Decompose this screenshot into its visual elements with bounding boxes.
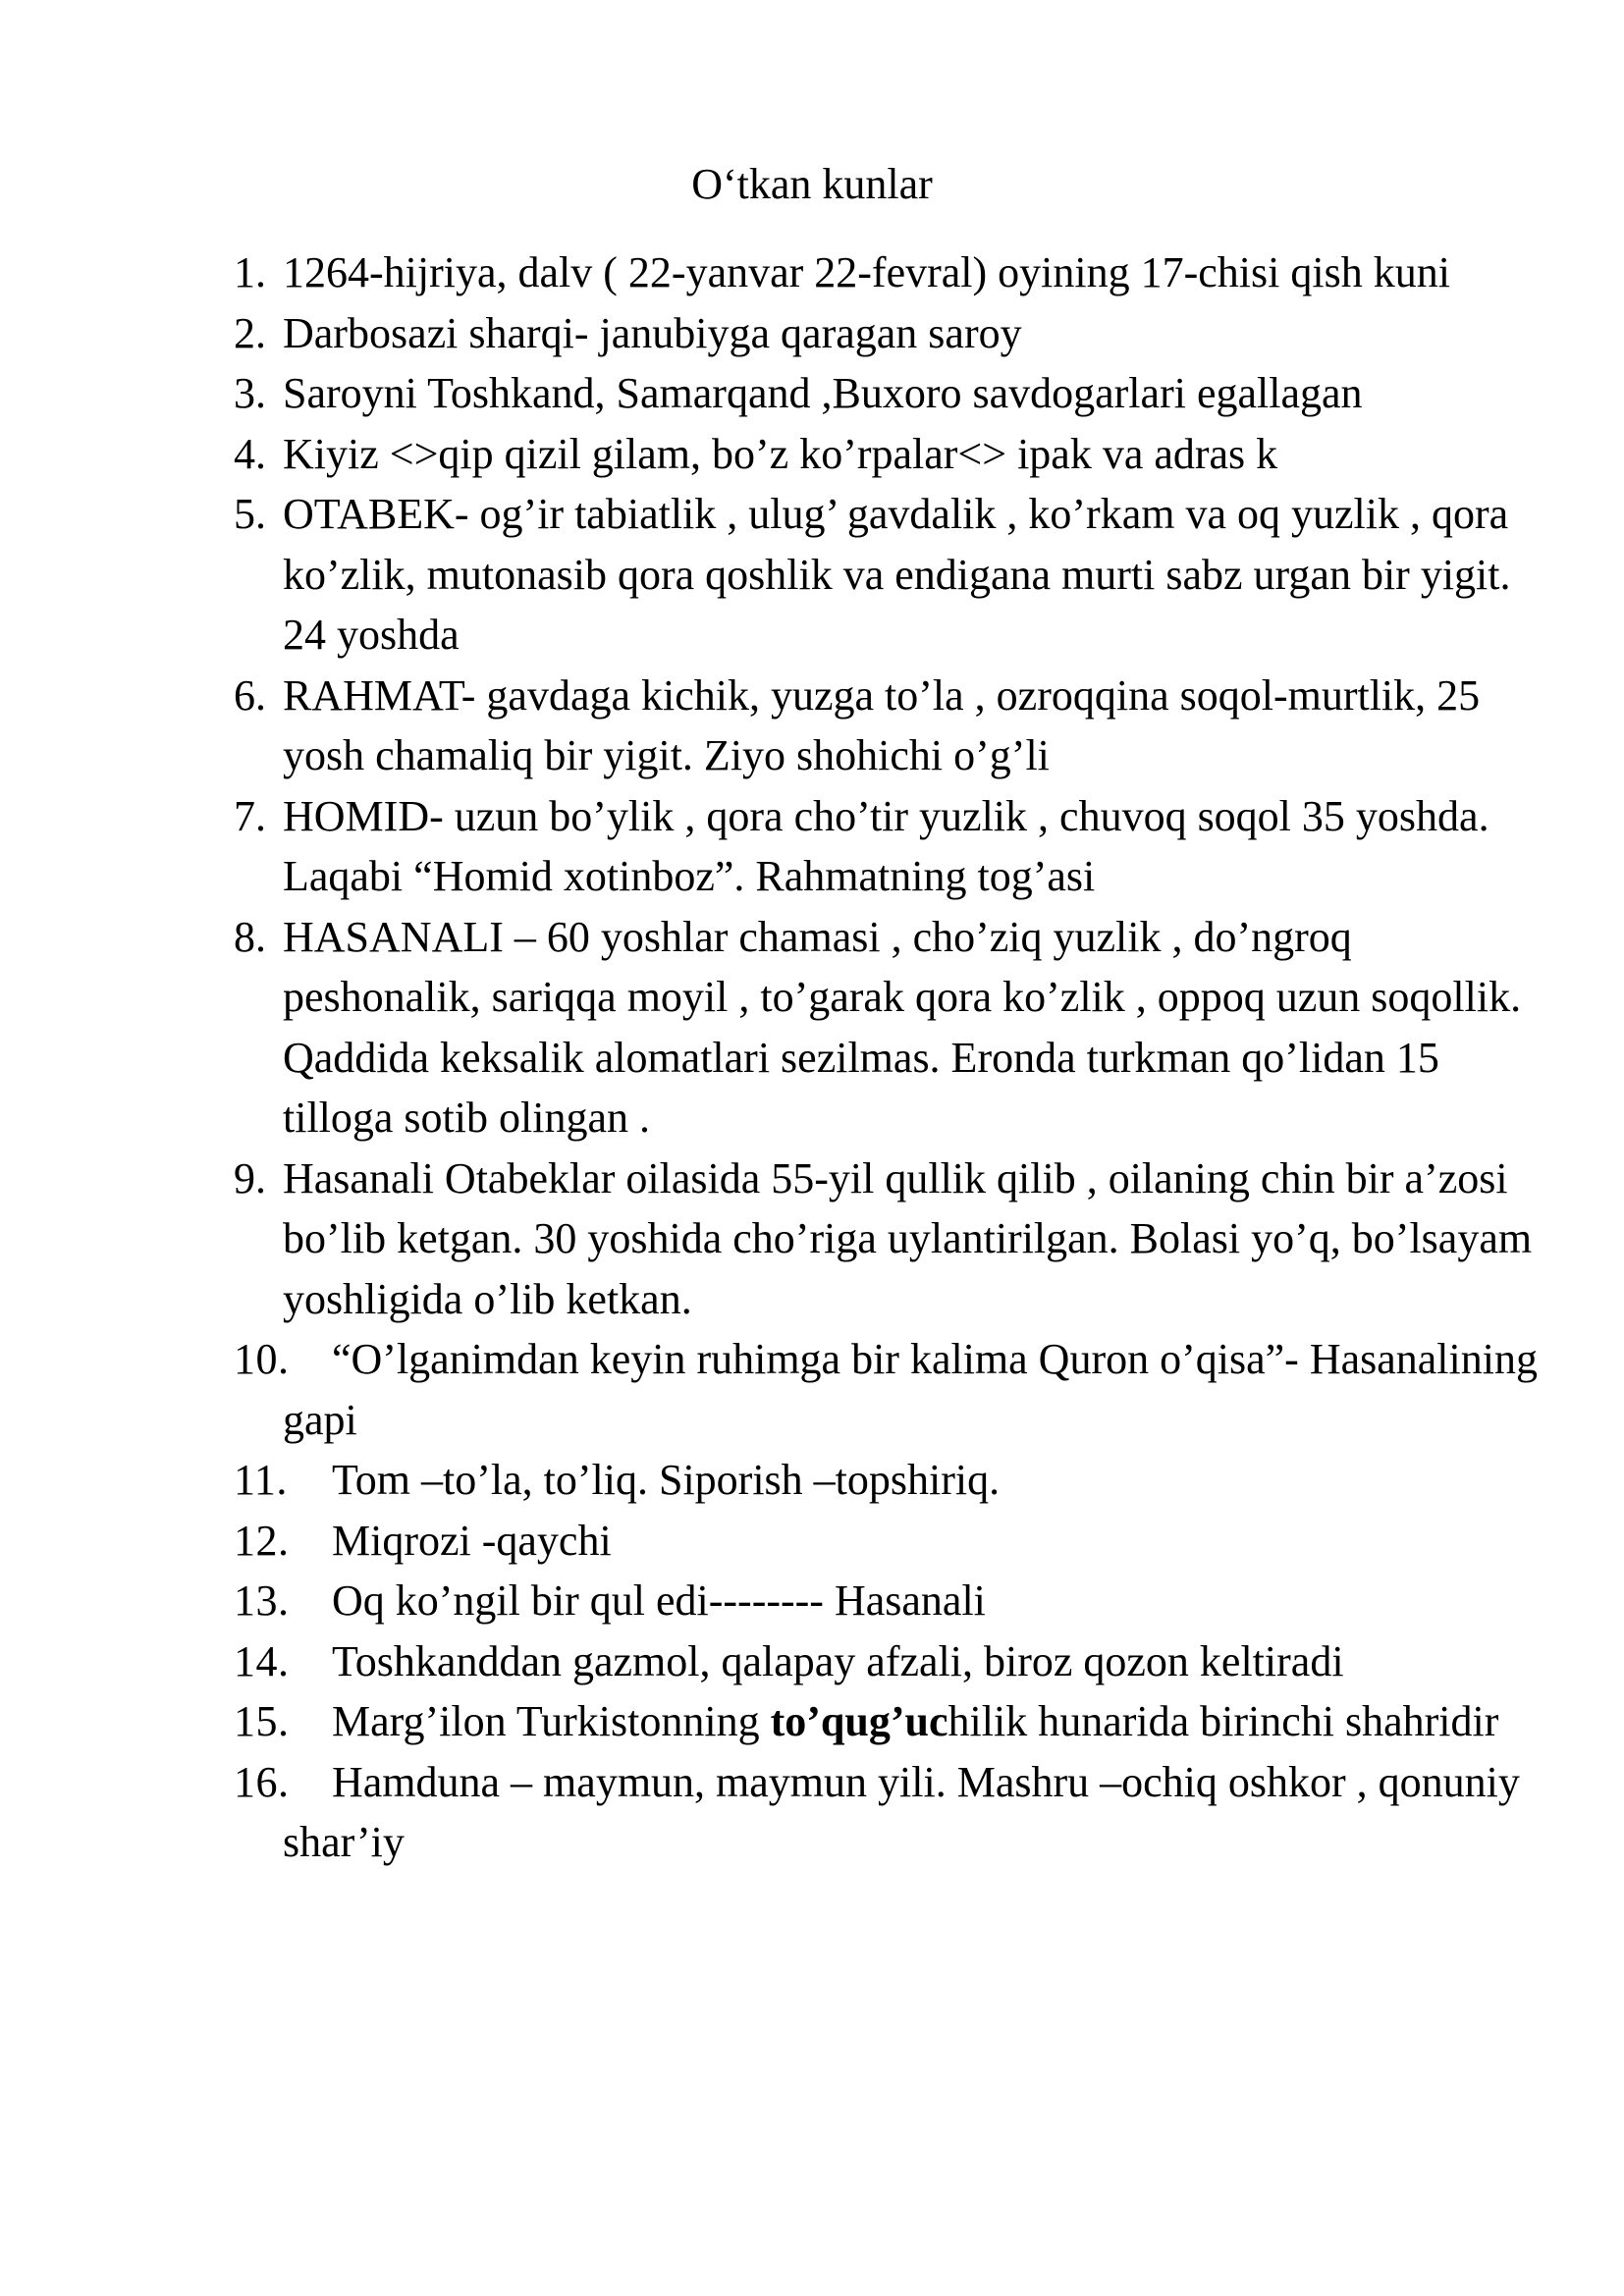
item-text: Saroyni Toshkand, Samarqand ,Buxoro savdogarlari egallagan (283, 369, 1363, 417)
item-number: 9. (234, 1153, 266, 1202)
item-text: RAHMAT- gavdaga kichik, yuzga to’la , ozroqqina soqol-murtlik, 25 yosh chamaliq bir yigit. Ziyo shohichi o’g’li (283, 670, 1481, 779)
item-number: 12. (234, 1516, 290, 1565)
list-item (234, 786, 1540, 907)
item-text-bold: to’qug’uc (770, 1697, 948, 1745)
item-text-after: hilik hunarida birinchi shahridir (947, 1697, 1499, 1745)
item-number: 5. (234, 490, 266, 538)
notes-list (234, 242, 1540, 1873)
page-title: O‘tkan kunlar (691, 160, 933, 208)
list-item (234, 1691, 1540, 1752)
item-text: 1264-hijriya, dalv ( 22-yanvar 22-fevral) oyining 17-chisi qish kuni (283, 248, 1450, 296)
item-text: Hasanali Otabeklar oilasida 55-yil qullik qilib , oilaning chin bir a’zosi bo’lib ketgan. 30 yoshida cho’riga uylantirilgan. Bolasi yo’q, bo’lsayam yoshligida o’lib ketkan. (283, 1153, 1533, 1323)
item-text: Kiyiz <>qip qizil gilam, bo’z ko’rpalar<> ipak va adras k (283, 429, 1278, 478)
item-text: “O’lganimdan keyin ruhimga bir kalima Quron o’qisa”- Hasanalining gapi (283, 1335, 1538, 1444)
item-number: 3. (234, 369, 266, 417)
list-item (234, 907, 1540, 1148)
item-text: OTABEK- og’ir tabiatlik , ulug’ gavdalik , ko’rkam va oq yuzlik , qora ko’zlik, mutonasib qora qoshlik va endigana murti sabz urgan bir yigit. 24 yoshda (283, 490, 1511, 659)
item-text-before: Marg’ilon Turkistonning (332, 1697, 771, 1745)
item-number: 1. (234, 248, 266, 296)
item-text: Darbosazi sharqi- janubiyga qaragan saroy (283, 308, 1022, 357)
item-text: Hamduna – maymun, maymun yili. Mashru –ochiq oshkor , qonuniy shar’iy (283, 1757, 1520, 1866)
list-item (234, 1571, 1540, 1631)
item-number: 8. (234, 912, 266, 961)
item-number: 6. (234, 670, 266, 720)
item-number: 15. (234, 1697, 290, 1745)
item-number: 16. (234, 1757, 290, 1806)
item-text: Oq ko’ngil bir qul edi-------- Hasanali (332, 1576, 986, 1625)
list-item (234, 1329, 1540, 1450)
list-item (234, 1631, 1540, 1692)
item-text (283, 1691, 1540, 1752)
list-item (234, 242, 1540, 303)
list-item (234, 1511, 1540, 1572)
item-number: 14. (234, 1636, 290, 1685)
list-item (234, 666, 1540, 786)
item-text: HASANALI – 60 yoshlar chamasi , cho’ziq yuzlik , do’ngroq peshonalik, sariqqa moyil , to’garak qora ko’zlik , oppoq uzun soqollik. Qaddida keksalik alomatlari sezilmas. Eronda turkman qo’lidan 15 tilloga sotib olingan . (283, 912, 1522, 1142)
item-text: HOMID- uzun bo’ylik , qora cho’tir yuzlik , chuvoq soqol 35 yoshda. Laqabi “Homid xotinboz”. Rahmatning tog’asi (283, 791, 1489, 900)
list-item (234, 303, 1540, 364)
item-text: Miqrozi -qaychi (332, 1516, 612, 1565)
item-number: 10. (234, 1335, 290, 1383)
list-item (234, 1450, 1540, 1511)
item-number: 11. (234, 1456, 288, 1504)
list-item (234, 424, 1540, 485)
item-text: Toshkanddan gazmol, qalapay afzali, biroz qozon keltiradi (332, 1636, 1344, 1685)
list-item (234, 1752, 1540, 1873)
list-item (234, 363, 1540, 424)
item-number: 7. (234, 791, 266, 840)
list-item (234, 1148, 1540, 1330)
item-number: 13. (234, 1576, 290, 1625)
item-text: Tom –to’la, to’liq. Siporish –topshiriq. (332, 1456, 1001, 1504)
item-number: 2. (234, 308, 266, 357)
item-number: 4. (234, 429, 266, 478)
list-item (234, 484, 1540, 666)
